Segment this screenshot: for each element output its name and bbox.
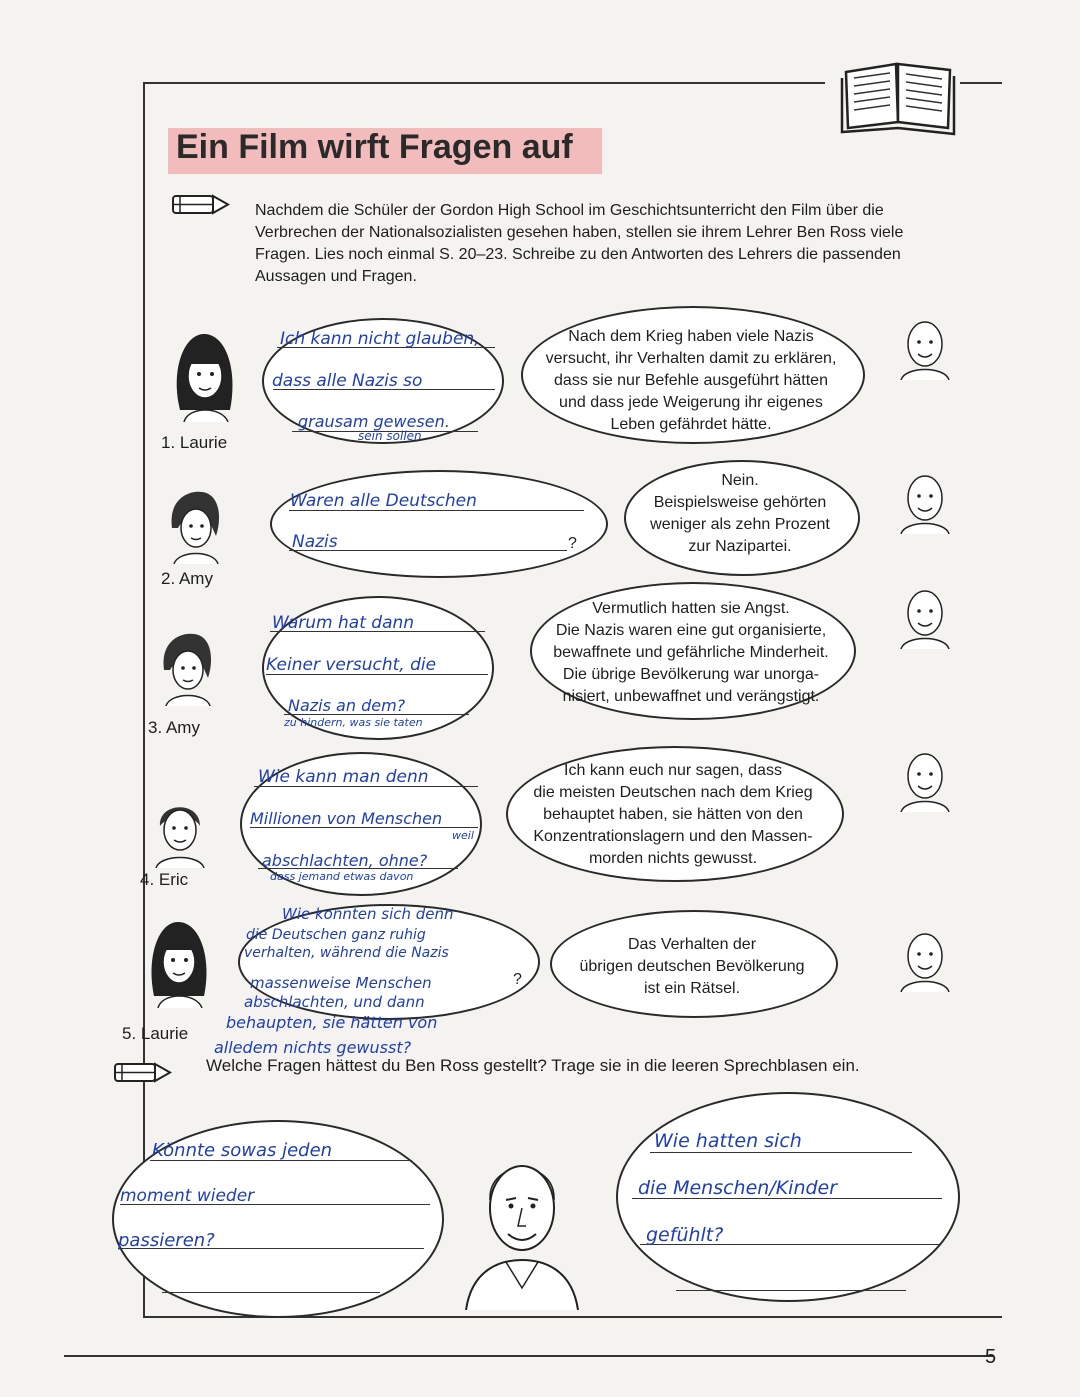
student-label: 1. Laurie — [161, 433, 228, 452]
handwritten-text: grausam gewesen. — [298, 412, 450, 431]
handwritten-text: Ich kann nicht glauben, — [280, 329, 480, 349]
student-portrait-icon — [160, 488, 230, 564]
book-icon — [838, 52, 958, 136]
handwritten-text: Keiner versucht, die — [266, 655, 437, 675]
pencil-icon — [170, 192, 232, 218]
handwritten-text: weil — [452, 829, 474, 842]
handwritten-text: abschlachten, und dann — [244, 993, 425, 1011]
teacher-portrait-icon — [895, 470, 955, 534]
page-number: 5 — [985, 1346, 997, 1368]
teacher-large-portrait-icon — [462, 1138, 582, 1310]
handwritten-text: dass alle Nazis so — [272, 371, 423, 391]
pencil-icon — [112, 1060, 174, 1086]
teacher-answer: Nein. Beispielsweise gehörten weniger als zehn Prozent zur Nazipartei. — [650, 472, 830, 555]
student-label: 3. Amy — [148, 718, 200, 737]
handwritten-text: moment wieder — [120, 1186, 255, 1206]
student-speech-bubble[interactable] — [270, 470, 608, 578]
handwritten-text: Nazis an dem? — [288, 696, 406, 715]
student-label: 5. Laurie — [122, 1024, 189, 1043]
answer-line — [650, 1152, 912, 1153]
teacher-portrait-icon — [895, 585, 955, 649]
teacher-answer: Ich kann euch nur sagen, dass die meisten Deutschen nach dem Krieg behauptet haben, sie hätten von den Konzentrationslagern und den Massen- morden nichts gewusst. — [533, 762, 813, 867]
student-portrait-icon — [166, 330, 244, 422]
student-portrait-icon — [142, 918, 216, 1008]
handwritten-text: passieren? — [118, 1230, 215, 1251]
instruction-text-2: Welche Fragen hättest du Ben Ross gestellt? Trage sie in die leeren Sprechblasen ein. — [206, 1056, 860, 1075]
handwritten-text: dass jemand etwas davon — [270, 870, 414, 883]
handwritten-text: verhalten, während die Nazis — [244, 945, 449, 961]
teacher-portrait-icon — [895, 748, 955, 812]
question-mark: ? — [568, 535, 577, 552]
handwritten-text: behaupten, sie hätten von — [226, 1013, 438, 1032]
handwritten-text: zu hindern, was sie taten — [284, 716, 423, 729]
handwritten-text: alledem nichts gewusst? — [214, 1038, 412, 1057]
handwritten-text: Nazis — [292, 532, 338, 552]
student-portrait-icon — [152, 630, 222, 706]
handwritten-text: Warum hat dann — [272, 613, 415, 633]
teacher-portrait-icon — [895, 928, 955, 992]
page-bottom-rule — [64, 1355, 994, 1357]
handwritten-text: Millionen von Menschen — [250, 809, 443, 828]
handwritten-text: massenweise Menschen — [250, 974, 432, 992]
student-label: 4. Eric — [140, 870, 189, 889]
handwritten-text: abschlachten, ohne? — [262, 851, 428, 870]
answer-line — [676, 1290, 906, 1291]
handwritten-text: Könnte sowas jeden — [152, 1140, 333, 1161]
handwritten-text: Wie hatten sich — [654, 1130, 802, 1152]
question-mark: ? — [513, 971, 522, 988]
handwritten-text: die Menschen/Kinder — [638, 1177, 838, 1199]
handwritten-text: die Deutschen ganz ruhig — [246, 927, 426, 943]
page-title: Ein Film wirft Fragen auf — [176, 128, 573, 166]
answer-line — [162, 1292, 380, 1293]
handwritten-text: gefühlt? — [646, 1224, 724, 1246]
instruction-text: Nachdem die Schüler der Gordon High School im Geschichtsunterricht den Film über die Verbrechen der Nationalsozialisten gesehen haben, stellen sie ihrem Lehrer Ben Ross viele Fragen. Lies noch einmal S. 20–23. Schreibe zu den Antworten des Lehrers die passenden Aussagen und Fragen. — [255, 202, 904, 285]
student-portrait-icon — [146, 792, 212, 868]
handwritten-text: sein sollen — [358, 429, 422, 443]
student-label: 2. Amy — [161, 569, 213, 588]
handwritten-text: Wie kann man denn — [258, 767, 429, 787]
teacher-portrait-icon — [895, 316, 955, 380]
teacher-answer: Nach dem Krieg haben viele Nazis versucht, ihr Verhalten damit zu erklären, dass sie nur Befehle ausgeführt hätten und dass jede Weigerung ihr eigenes Leben gefährdet hätte. — [545, 328, 837, 433]
handwritten-text: Waren alle Deutschen — [290, 491, 477, 511]
handwritten-text: Wie konnten sich denn — [282, 905, 454, 923]
teacher-answer: Vermutlich hatten sie Angst. Die Nazis waren eine gut organisierte, bewaffnete und gefährliche Minderheit. Die übrige Bevölkerung war unorga- nisiert, unbewaffnet und verängstigt. — [553, 600, 829, 705]
teacher-answer: Das Verhalten der übrigen deutschen Bevölkerung ist ein Rätsel. — [579, 936, 805, 997]
